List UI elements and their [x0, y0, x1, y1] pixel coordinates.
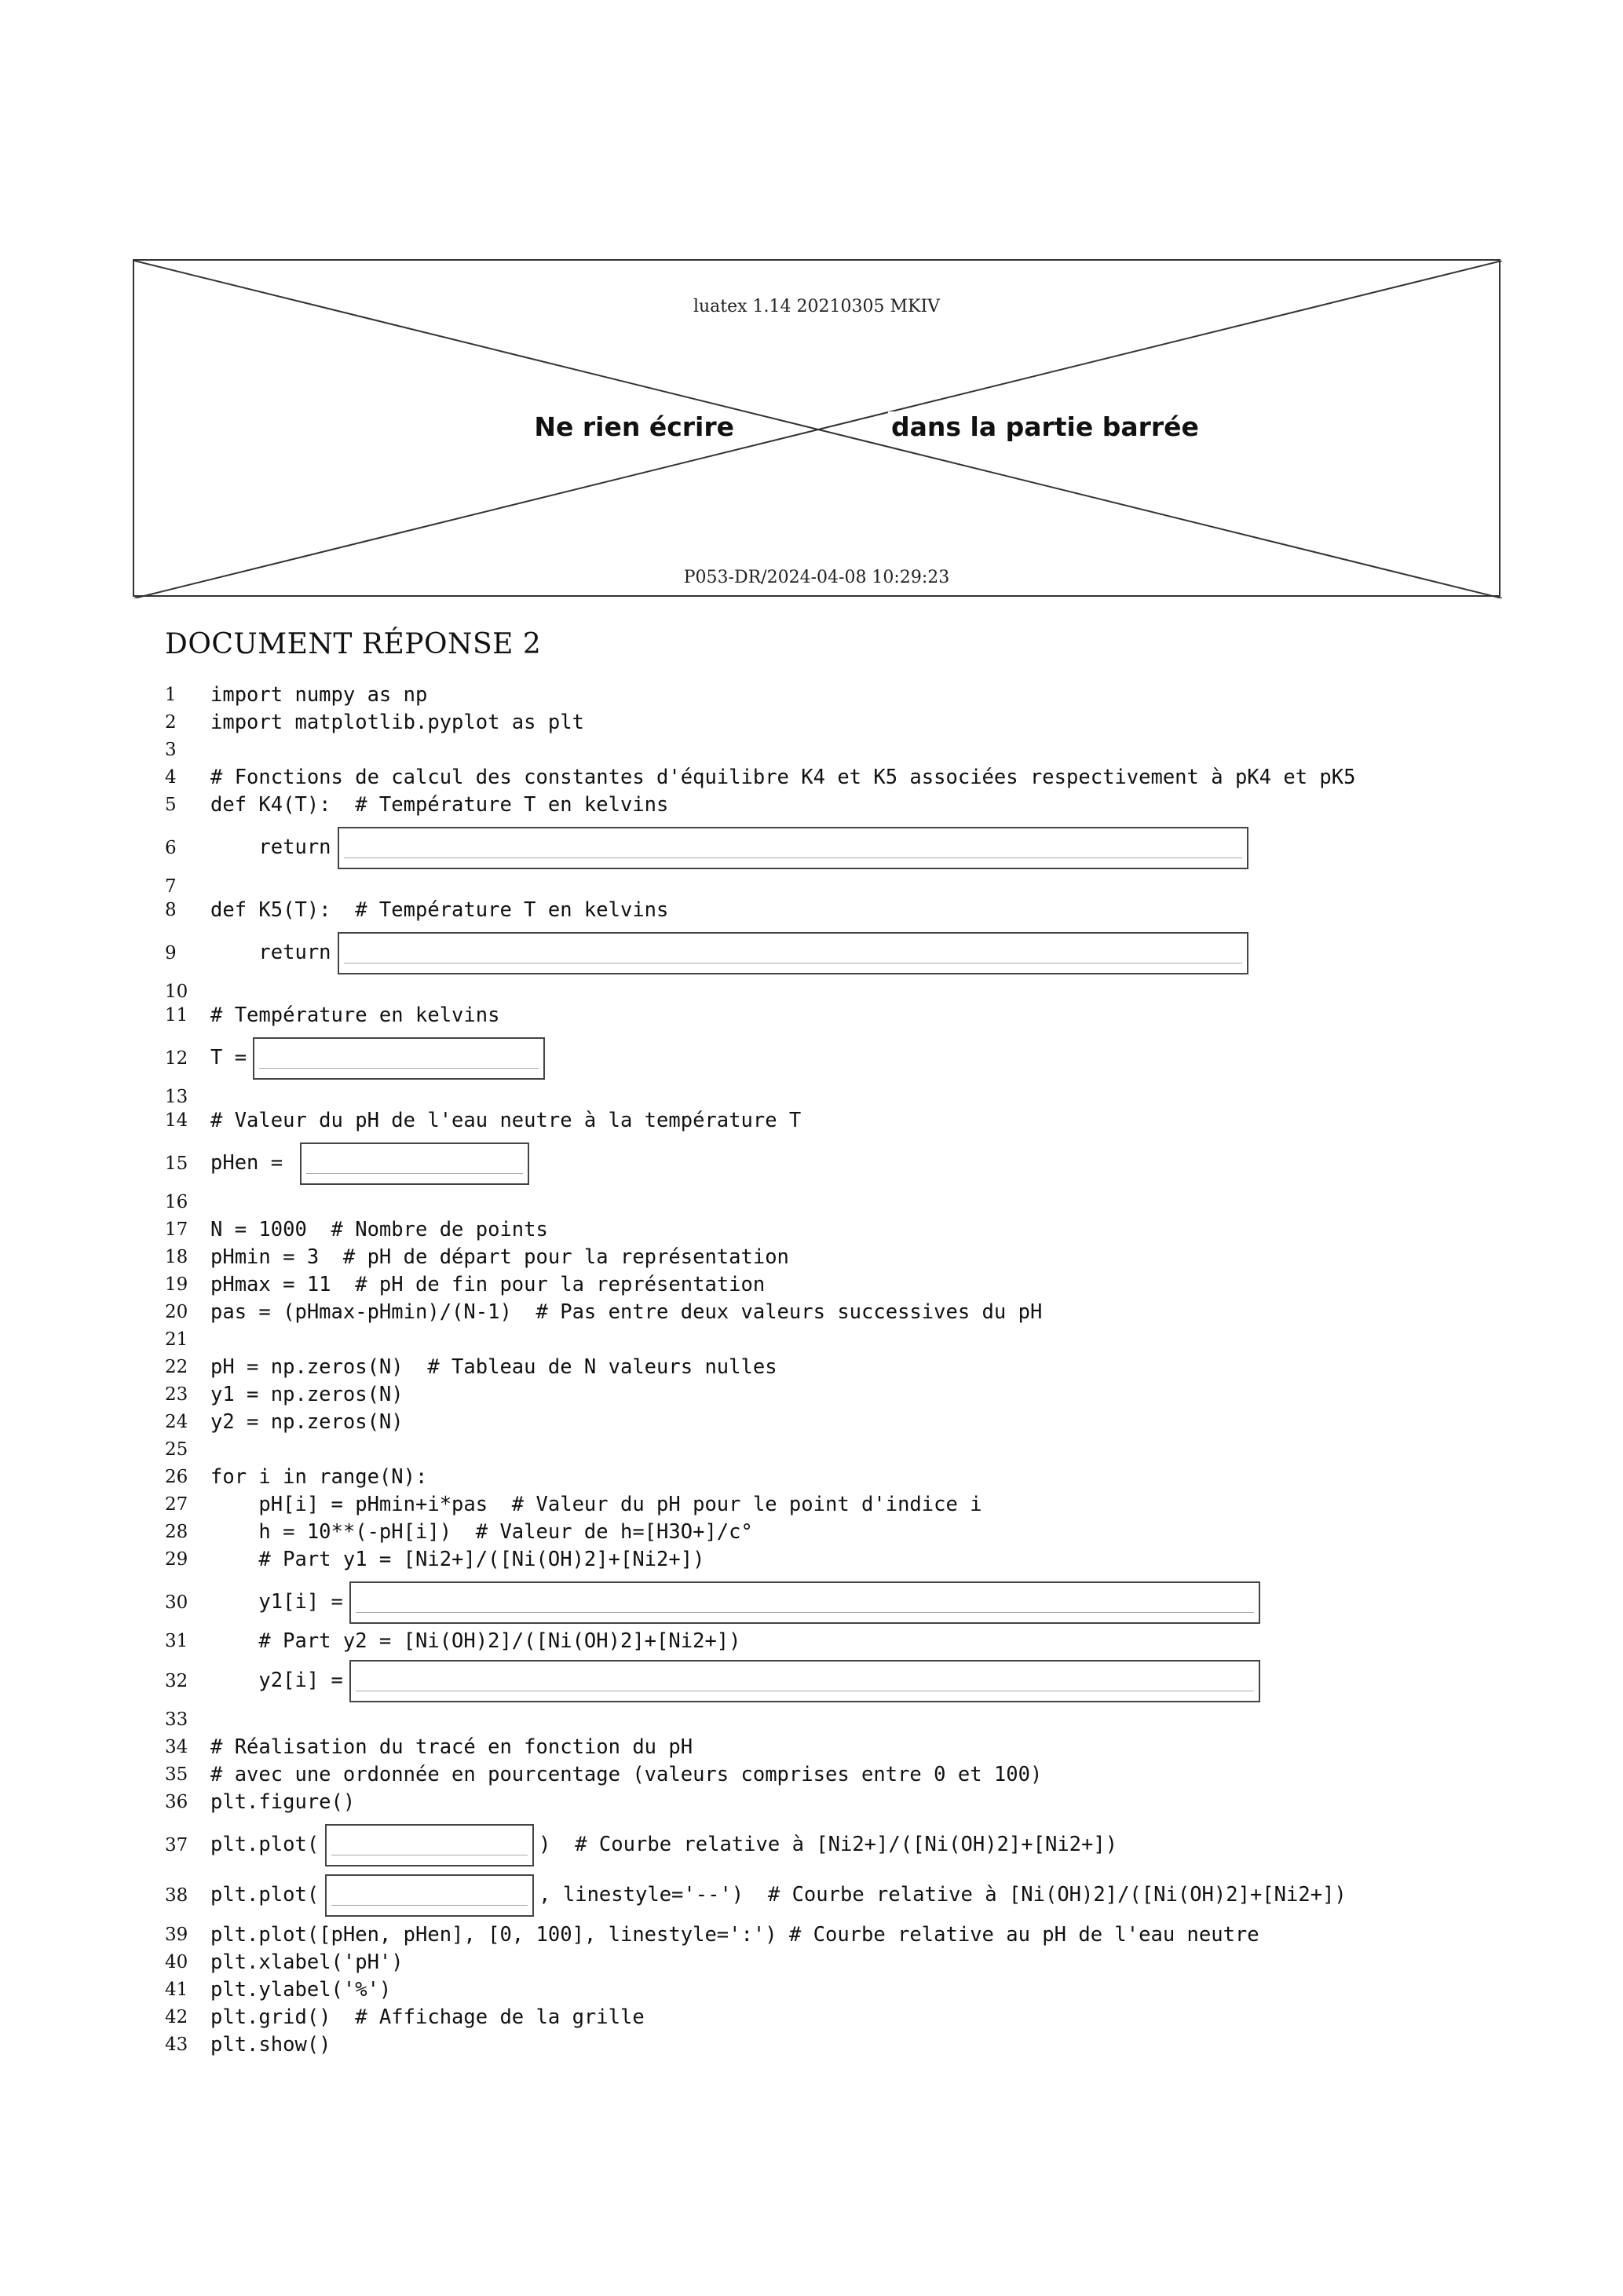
- code-text: import matplotlib.pyplot as plt: [210, 711, 584, 734]
- code-line: [0, 737, 1623, 764]
- code-text: # Part y2 = [Ni(OH)2]/([Ni(OH)2]+[Ni2+]): [210, 1629, 741, 1653]
- line-number: 40: [165, 1952, 188, 1972]
- code-line: [0, 792, 1623, 819]
- code-text: y1 = np.zeros(N): [210, 1383, 404, 1406]
- line-number: 25: [165, 1439, 188, 1460]
- code-text: def K4(T): # Température T en kelvins: [210, 793, 669, 817]
- code-line: [0, 1668, 1623, 1695]
- code-line: [0, 1045, 1623, 1073]
- line-number: 24: [165, 1412, 188, 1432]
- code-line: [0, 709, 1623, 737]
- line-number: 9: [165, 943, 177, 963]
- line-number: 8: [165, 900, 177, 920]
- code-line: [0, 1628, 1623, 1655]
- line-number: 4: [165, 767, 177, 788]
- line-number: 31: [165, 1631, 188, 1651]
- code-text: ) # Courbe relative à [Ni2+]/([Ni(OH)2]+[Ni2+]): [539, 1833, 1118, 1856]
- line-number: 35: [165, 1764, 188, 1785]
- code-line: [0, 1381, 1623, 1409]
- code-text: pHmax = 11 # pH de fin pour la représentation: [210, 1273, 766, 1296]
- code-line: [0, 1976, 1623, 2004]
- line-number: 39: [165, 1925, 188, 1945]
- code-line: [0, 1189, 1623, 1216]
- code-line: [0, 1107, 1623, 1135]
- code-line: [0, 1464, 1623, 1491]
- code-line: [0, 1546, 1623, 1574]
- code-line: [0, 1789, 1623, 1816]
- line-number: 29: [165, 1549, 188, 1570]
- code-text: plt.plot(: [210, 1833, 320, 1856]
- answer-box-phen[interactable]: [300, 1143, 529, 1185]
- line-number: 30: [165, 1592, 188, 1613]
- line-number: 34: [165, 1737, 188, 1757]
- line-number: 33: [165, 1709, 188, 1730]
- code-line: [0, 2031, 1623, 2059]
- line-number: 7: [165, 876, 177, 897]
- line-number: 6: [165, 838, 177, 858]
- code-text: pHen =: [210, 1151, 283, 1175]
- code-text: y2 = np.zeros(N): [210, 1410, 404, 1434]
- code-text: T =: [210, 1046, 247, 1069]
- line-number: 21: [165, 1329, 188, 1350]
- line-number: 22: [165, 1357, 188, 1377]
- code-text: pH[i] = pHmin+i*pas # Valeur du pH pour le point d'indice i: [210, 1493, 982, 1516]
- code-line: [0, 1002, 1623, 1029]
- banner-warning-left: Ne rien écrire: [531, 411, 737, 442]
- code-line: [0, 1150, 1623, 1178]
- line-number: 19: [165, 1274, 188, 1295]
- line-number: 38: [165, 1885, 188, 1906]
- code-line: [0, 1491, 1623, 1519]
- line-number: 16: [165, 1192, 188, 1212]
- code-text: h = 10**(-pH[i]) # Valeur de h=[H3O+]/c°: [210, 1520, 753, 1544]
- code-line: [0, 1244, 1623, 1271]
- line-number: 3: [165, 740, 177, 760]
- banner-warning-right: dans la partie barrée: [888, 411, 1202, 442]
- code-text: pHmin = 3 # pH de départ pour la représentation: [210, 1245, 789, 1269]
- code-text: # Température en kelvins: [210, 1004, 500, 1027]
- code-text: def K5(T): # Température T en kelvins: [210, 898, 669, 922]
- code-line: [0, 2004, 1623, 2031]
- code-text: # Réalisation du tracé en fonction du pH: [210, 1735, 693, 1759]
- code-text: plt.figure(): [210, 1790, 356, 1814]
- code-line: [0, 1271, 1623, 1299]
- line-number: 12: [165, 1048, 188, 1069]
- answer-box-k5[interactable]: [338, 932, 1248, 974]
- code-line: [0, 1354, 1623, 1381]
- code-line: [0, 897, 1623, 924]
- line-number: 27: [165, 1494, 188, 1515]
- banner-engine-version: luatex 1.14 20210305 MKIV: [693, 297, 941, 316]
- code-text: plt.ylabel('%'): [210, 1978, 392, 2002]
- code-text: plt.plot(: [210, 1883, 320, 1907]
- code-text: y1[i] =: [210, 1590, 343, 1614]
- code-text: plt.plot([pHen, pHen], [0, 100], linestyle=':') # Courbe relative au pH de l'eau neutre: [210, 1923, 1259, 1947]
- line-number: 28: [165, 1522, 188, 1542]
- answer-box-plot-y1[interactable]: [325, 1824, 534, 1866]
- code-text: pas = (pHmax-pHmin)/(N-1) # Pas entre deux valeurs successives du pH: [210, 1300, 1043, 1324]
- code-text: return: [210, 941, 331, 964]
- code-text: plt.grid() # Affichage de la grille: [210, 2005, 645, 2029]
- code-line: [0, 1761, 1623, 1789]
- line-number: 42: [165, 2007, 188, 2027]
- code-line: [0, 1436, 1623, 1464]
- line-number: 26: [165, 1467, 188, 1487]
- code-line: [0, 1326, 1623, 1354]
- banner-document-id: P053-DR/2024-04-08 10:29:23: [683, 568, 950, 587]
- answer-box-y2[interactable]: [349, 1660, 1260, 1702]
- code-text: for i in range(N):: [210, 1465, 428, 1489]
- code-text: # Part y1 = [Ni2+]/([Ni(OH)2]+[Ni2+]): [210, 1548, 705, 1571]
- line-number: 43: [165, 2035, 188, 2055]
- code-line: [0, 835, 1623, 862]
- code-line: [0, 682, 1623, 709]
- code-text: pH = np.zeros(N) # Tableau de N valeurs nulles: [210, 1355, 777, 1379]
- code-text: plt.xlabel('pH'): [210, 1951, 404, 1974]
- code-text: # avec une ordonnée en pourcentage (valeurs comprises entre 0 et 100): [210, 1763, 1043, 1786]
- answer-box-plot-y2[interactable]: [325, 1874, 534, 1917]
- code-line: [0, 940, 1623, 967]
- line-number: 36: [165, 1792, 188, 1812]
- line-number: 32: [165, 1671, 188, 1691]
- code-line: [0, 1216, 1623, 1244]
- code-text: plt.show(): [210, 2033, 331, 2057]
- line-number: 17: [165, 1219, 188, 1240]
- line-number: 18: [165, 1247, 188, 1267]
- page-title: DOCUMENT RÉPONSE 2: [165, 628, 542, 660]
- code-line: [0, 764, 1623, 792]
- answer-box-y1[interactable]: [349, 1581, 1260, 1624]
- line-number: 2: [165, 712, 177, 733]
- code-line: [0, 1882, 1623, 1910]
- code-line: [0, 1949, 1623, 1976]
- code-line: [0, 1832, 1623, 1859]
- line-number: 37: [165, 1835, 188, 1855]
- line-number: 23: [165, 1384, 188, 1405]
- code-text: import numpy as np: [210, 683, 428, 707]
- code-line: [0, 1589, 1623, 1617]
- code-line: [0, 1921, 1623, 1949]
- line-number: 13: [165, 1087, 188, 1107]
- code-text: N = 1000 # Nombre de points: [210, 1218, 548, 1241]
- code-line: [0, 1734, 1623, 1761]
- code-line: [0, 1519, 1623, 1546]
- line-number: 41: [165, 1980, 188, 2000]
- code-text: y2[i] =: [210, 1669, 343, 1692]
- code-text: , linestyle='--') # Courbe relative à [Ni(OH)2]/([Ni(OH)2]+[Ni2+]): [539, 1883, 1347, 1907]
- code-line: [0, 1409, 1623, 1436]
- code-text: # Fonctions de calcul des constantes d'équilibre K4 et K5 associées respectivement à pK4 et pK5: [210, 766, 1356, 789]
- line-number: 1: [165, 685, 177, 705]
- line-number: 5: [165, 795, 177, 815]
- line-number: 10: [165, 982, 188, 1002]
- answer-box-temperature[interactable]: [253, 1037, 545, 1080]
- no-write-zone: [133, 259, 1501, 597]
- line-number: 15: [165, 1153, 188, 1174]
- code-text: # Valeur du pH de l'eau neutre à la température T: [210, 1109, 802, 1132]
- line-number: 14: [165, 1110, 188, 1131]
- answer-box-k4[interactable]: [338, 827, 1248, 869]
- line-number: 20: [165, 1302, 188, 1322]
- code-text: return: [210, 835, 331, 859]
- code-line: [0, 1706, 1623, 1734]
- line-number: 11: [165, 1005, 188, 1026]
- code-line: [0, 1299, 1623, 1326]
